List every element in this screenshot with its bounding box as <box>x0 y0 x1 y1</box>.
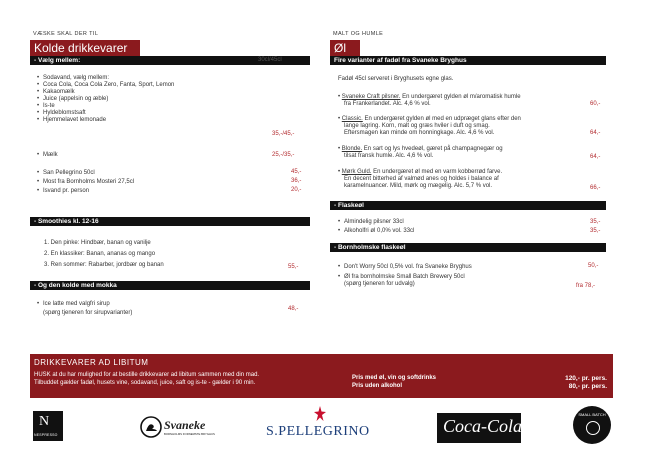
nespresso-text: NESPRESSO <box>34 433 58 437</box>
nespresso-logo <box>33 411 63 441</box>
mokka-list <box>37 301 110 308</box>
list-item: • Is-te <box>37 103 174 110</box>
list-item: • Hjemmelavet lemonade <box>37 117 174 124</box>
red-star-icon <box>314 406 324 422</box>
choose-section-header: - Vælg mellem: <box>30 56 310 65</box>
small-batch-text: SMALL BATCH <box>578 412 606 417</box>
list-item: • Juice (appelsin og æble) <box>37 96 174 103</box>
ad-libitum-banner <box>30 354 613 398</box>
smoothie-price: 55,- <box>288 264 299 270</box>
list-item: • Ice latte med valgfri sirup <box>37 301 110 308</box>
smoothies-section-header: - Smoothies kl. 12-16 <box>30 217 310 226</box>
price: 36,- <box>291 178 302 184</box>
bottled-price: 35,- <box>590 219 601 225</box>
list-item: • Sodavand, vælg mellem: <box>37 75 174 82</box>
draft-beer-header: Fire varianter af fadøl fra Svaneke Bryghus <box>330 56 606 65</box>
mokka-section-header: - Og den kolde med mokka <box>30 281 310 290</box>
bottled-beer-list <box>338 218 414 236</box>
coca-cola-logo <box>437 413 521 443</box>
list-item: • Mælk <box>37 152 58 159</box>
list-item: • Isvand pr. person <box>37 187 134 196</box>
beer-desc: Eftersmagen kan minde om honningkage. Alc. 4,6 % vol. <box>344 130 495 136</box>
list-item: • Alkoholfri øl 0,0% vol. 33cl <box>338 227 414 236</box>
beer-desc: En decent bitterhed af valmød anes og holdes i balance af <box>344 176 499 182</box>
pellegrino-text: S.PELLEGRINO <box>266 424 370 439</box>
bornholm-note: (spørg tjeneren for udvalg) <box>344 281 415 287</box>
milk-price: 25,-/35,- <box>272 152 295 158</box>
beer-desc: tilsat fransk humle. Alc. 4,6 % vol. <box>344 153 434 159</box>
soft-drinks-list <box>37 75 174 124</box>
bornholm-beer-list <box>338 262 472 282</box>
beer-item: • Mørk Guld. En undergæret øl med en varm kobberrød farve. <box>338 169 503 175</box>
mokka-note: (spørg tjeneren for sirupvarianter) <box>43 310 133 316</box>
nespresso-n-icon: N <box>39 414 50 429</box>
beer-item: • Blonde. En sart og lys hvedeøl, gæret på champagnegær og <box>338 146 503 152</box>
price-without-alcohol-label: Pris uden alkohol <box>352 383 403 389</box>
beer-desc: lange lagring. Korn, malt og græs hviler i duft og smag. <box>344 123 490 129</box>
coca-cola-text: Coca-Cola <box>443 416 522 436</box>
smoothie-item: 1. Den pinke: Hindbær, banan og vanilje <box>44 240 151 246</box>
list-item: • Don't Worry 50cl 0,5% vol. fra Svaneke Bryghus <box>338 262 472 272</box>
beer-desc: karamelnuancer. Mild, mørk og mægelig. Alc. 5,7 % vol. <box>344 183 493 189</box>
hop-icon <box>586 421 600 435</box>
smoothie-item: 3. Ren sommer: Rabarber, jordbær og banan <box>44 262 164 268</box>
smoothie-item: 2. En klassiker: Banan, ananas og mango <box>44 251 156 257</box>
bornholm-note-price: fra 78,- <box>576 283 596 289</box>
beer-item: • Svaneke Craft pilsner. En undergæret gylden øl m/aromatisk humle <box>338 94 521 100</box>
ad-libitum-line2: Tilbuddet gælder fadøl, husets vine, sodavand, juice, saft og is-te - gælder i 90 min. <box>34 380 256 386</box>
beer-price: 64,- <box>590 130 601 136</box>
bornholm-beer-header: - Bornholmske flaskeøl <box>330 243 606 252</box>
milk-list <box>37 152 58 159</box>
svaneke-subtext: BORNHOLMS FORNEMSTE BRYGHUS <box>164 432 215 436</box>
bottled-beer-header: - Flaskeøl <box>330 201 606 210</box>
list-item: • Almindelig pilsner 33cl <box>338 218 414 227</box>
beer-item: • Classic. En undergæret gylden øl med en udpræget glans efter den <box>338 116 521 122</box>
mokka-price: 48,- <box>288 306 299 312</box>
price-with-alcohol: 120,- pr. pers. <box>565 375 607 382</box>
lemonade-price: 35,-/45,- <box>272 131 295 137</box>
small-batch-logo <box>573 406 611 444</box>
svaneke-text: Svaneke <box>164 418 206 432</box>
cold-drinks-title: Kolde drikkevarer <box>30 40 140 56</box>
ad-libitum-title: DRIKKEVARER AD LIBITUM <box>34 358 149 367</box>
price-with-alcohol-label: Pris med øl, vin og softdrinks <box>352 375 437 381</box>
list-item: • Øl fra bornholmske Small Batch Brewery 50cl <box>338 272 472 282</box>
swan-icon <box>140 416 162 438</box>
ad-libitum-line1: HUSK at du har mulighed for at bestille drikkevarer ad libitum sammen med din mad. <box>34 372 260 378</box>
pellegrino-logo <box>266 406 370 444</box>
cold-drinks-kicker: VÆSKE SKAL DER TIL <box>33 31 99 37</box>
bottled-price: 35,- <box>590 228 601 234</box>
list-item: • Kakaomælk <box>37 89 174 96</box>
beer-desc: fra Frankerlandet. Alc. 4,6 % vol. <box>344 101 431 107</box>
list-item: • Most fra Bornholms Mosteri 27,5cl <box>37 178 134 187</box>
draft-beer-intro: Fadøl 45cl serveret i Bryghusets egne glas. <box>338 76 454 82</box>
price: 20,- <box>291 187 302 193</box>
beer-price: 66,- <box>590 185 601 191</box>
list-item: • San Pellegrino 50cl <box>37 169 134 178</box>
beer-price: 64,- <box>590 154 601 160</box>
list-item: • Hyldeblomstsaft <box>37 110 174 117</box>
beer-title: Øl <box>330 40 360 56</box>
other-drinks-list <box>37 169 134 196</box>
beer-price: 60,- <box>590 101 601 107</box>
svaneke-logo <box>140 416 230 438</box>
size-header: 30cl/45cl <box>258 57 282 63</box>
beer-kicker: MALT OG HUMLE <box>333 31 384 37</box>
price-without-alcohol: 80,- pr. pers. <box>568 383 607 390</box>
price: 45,- <box>291 169 302 175</box>
bornholm-price: 50,- <box>588 263 599 269</box>
list-item: • Coca Cola, Coca Cola Zero, Fanta, Sport, Lemon <box>37 82 174 89</box>
